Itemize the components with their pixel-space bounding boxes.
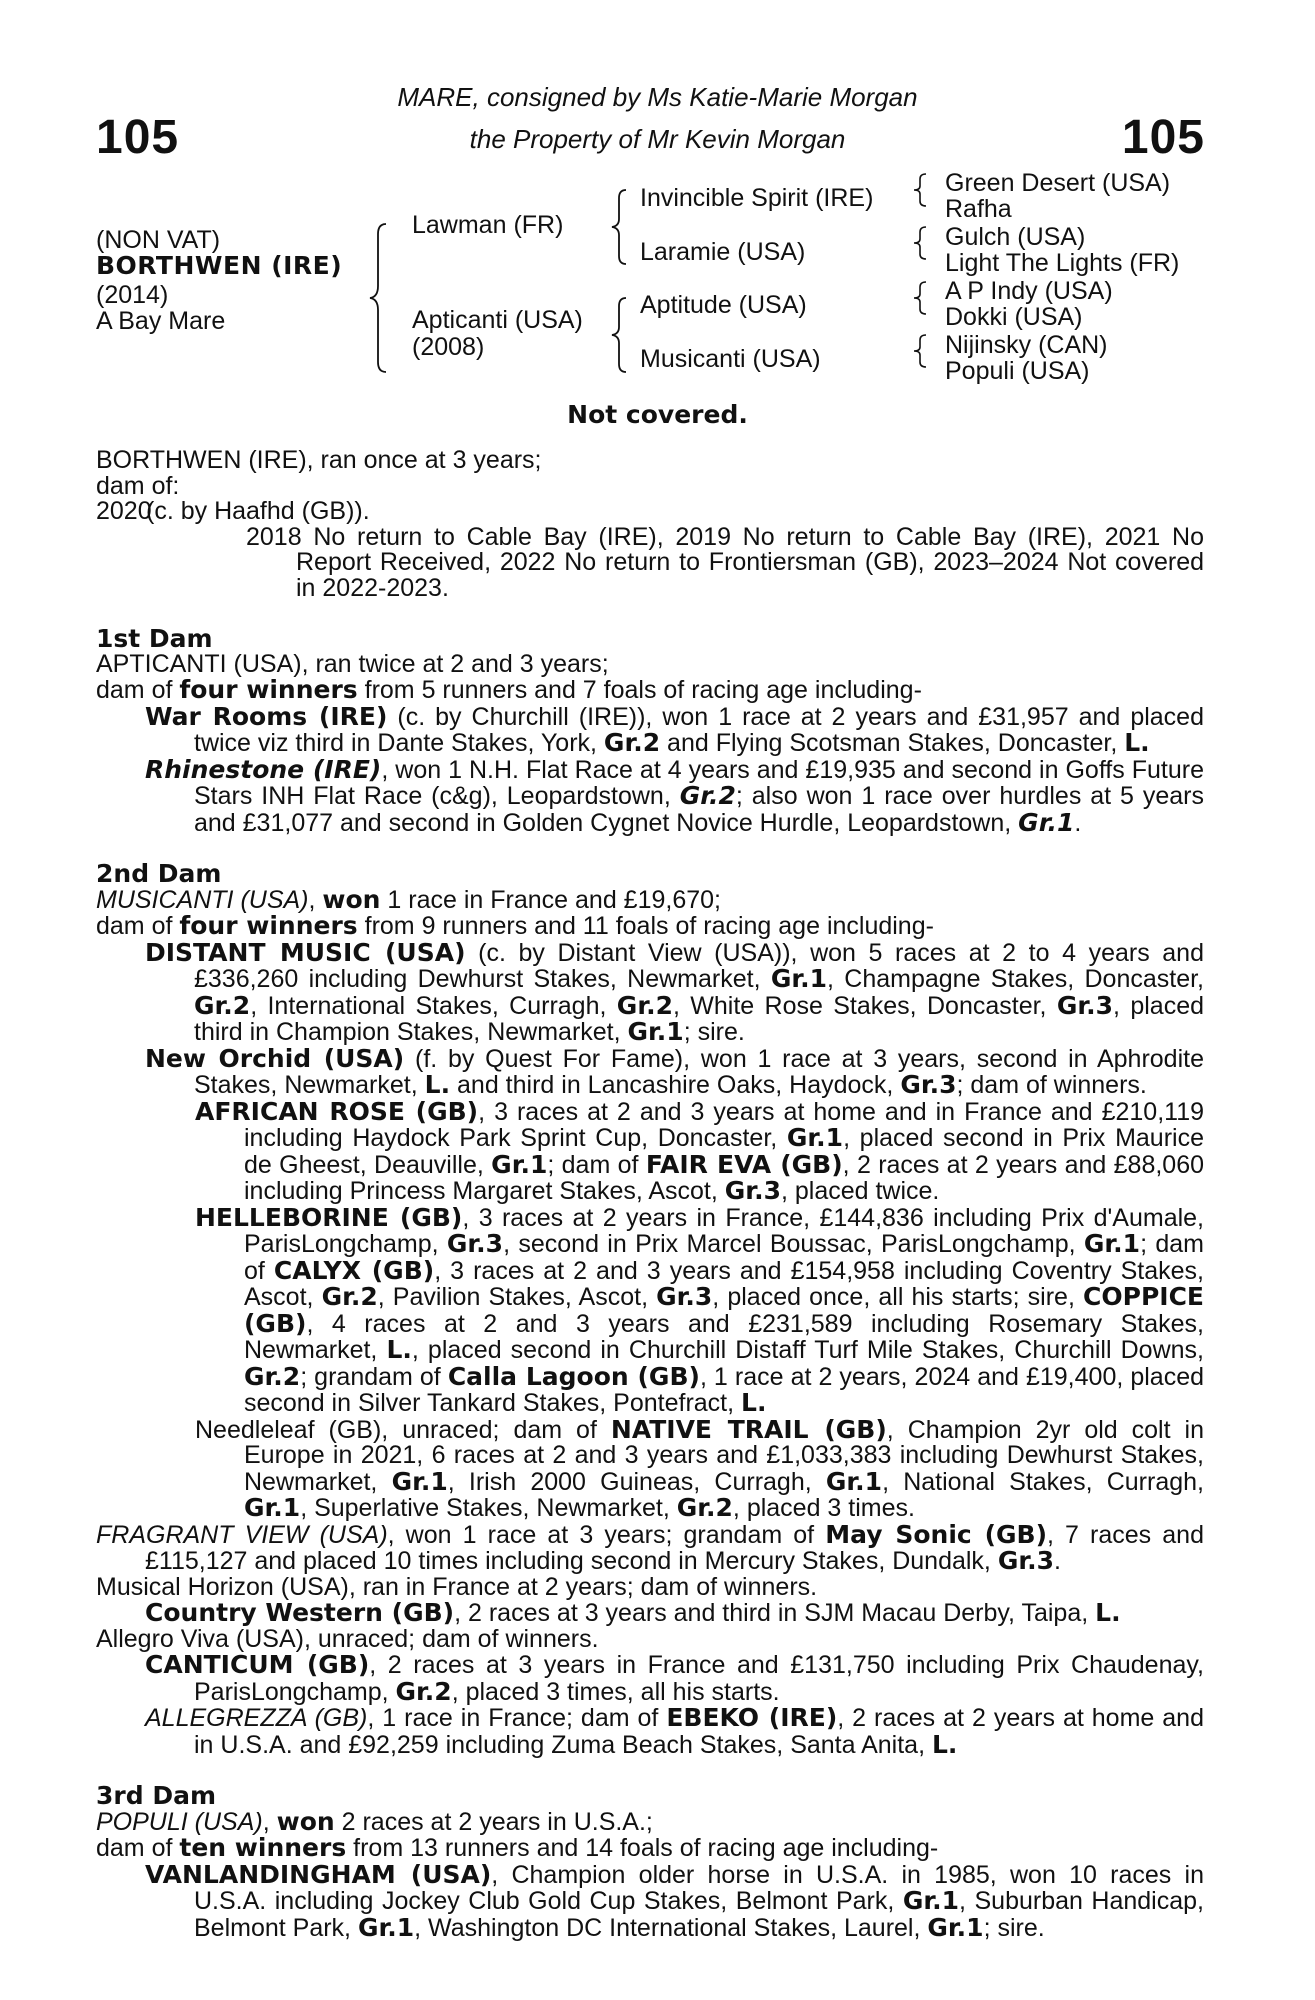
third-dam-intro: POPULI (USA), won 2 races at 2 years in U.S.A.; bbox=[96, 1806, 653, 1836]
rhinestone-name: Rhinestone (IRE) bbox=[145, 754, 382, 784]
third-dam-produce: dam of ten winners from 13 runners and 14 foals of racing age including- bbox=[96, 1833, 939, 1862]
pedigree-sire: Lawman (FR) bbox=[412, 211, 564, 239]
pedigree-dam: Apticanti (USA) bbox=[412, 306, 583, 334]
pedigree-brace-2a bbox=[610, 188, 632, 266]
war-rooms-entry: War Rooms (IRE) (c. by Churchill (IRE)), won 1 race at 2 years and £31,957 and placed twice viz third in Dante Stakes, York, Gr.2 and Flying Scotsman Stakes, Doncaster, L. bbox=[145, 701, 1204, 757]
pedigree-sdd: Light The Lights (FR) bbox=[945, 249, 1180, 277]
horse-year: (2014) bbox=[96, 281, 169, 309]
pedigree-dss: A P Indy (USA) bbox=[945, 277, 1113, 305]
canticum-entry: CANTICUM (GB), 2 races at 3 years in France and £131,750 including Prix Chaudenay, ParisLongchamp, Gr.2, placed 3 times, all his starts. bbox=[145, 1650, 1204, 1706]
allegro-viva-entry: Allegro Viva (USA), unraced; dam of winners. bbox=[96, 1624, 599, 1653]
pedigree-sss: Green Desert (USA) bbox=[945, 169, 1171, 197]
lot-number-right: 105 bbox=[1121, 111, 1205, 164]
pedigree-brace-3b bbox=[912, 225, 932, 261]
new-orchid-entry: New Orchid (USA) (f. by Quest For Fame), won 1 race at 3 years, second in Aphrodite Stakes, Newmarket, L. and third in Lancashire Oaks, Haydock, Gr.3; dam of winners. bbox=[145, 1043, 1204, 1099]
allegrezza-entry: ALLEGREZZA (GB), 1 race in France; dam of EBEKO (IRE), 2 races at 2 years at home and in U.S.A. and £92,259 including Zuma Beach Stakes, Santa Anita, L. bbox=[145, 1703, 1204, 1759]
vat-status: (NON VAT) bbox=[96, 226, 221, 254]
vanlandingham-entry: VANLANDINGHAM (USA), Champion older horse in U.S.A. in 1985, won 10 races in U.S.A. including Jockey Club Gold Cup Stakes, Belmont Park, Gr.1, Suburban Handicap, Belmont Park, Gr.1, Washington DC International Stakes, Laurel, Gr.1; sire. bbox=[145, 1859, 1204, 1942]
musical-horizon-entry: Musical Horizon (USA), ran in France at 2 years; dam of winners. bbox=[96, 1572, 818, 1601]
fragrant-view-entry: FRAGRANT VIEW (USA), won 1 race at 3 years; grandam of May Sonic (GB), 7 races and £115,127 and placed 10 times including second in Mercury Stakes, Dundalk, Gr.3. bbox=[96, 1519, 1204, 1575]
covering-status: Not covered. bbox=[567, 400, 748, 429]
pedigree-dsd: Dokki (USA) bbox=[945, 303, 1083, 331]
first-dam-intro: APTICANTI (USA), ran twice at 2 and 3 years; bbox=[96, 649, 609, 678]
produce-year: 2020 bbox=[96, 497, 152, 525]
pedigree-dam-year: (2008) bbox=[412, 333, 485, 361]
second-dam-heading: 2nd Dam bbox=[96, 859, 222, 888]
rhinestone-entry: Rhinestone (IRE), won 1 N.H. Flat Race at 4 years and £19,935 and second in Goffs Future Stars INH Flat Race (c&g), Leopardstown, Gr.2; also won 1 race over hurdles at 5 years and £31,077 and second in Golden Cygnet Novice Hurdle, Leopardstown, Gr.1. bbox=[145, 754, 1205, 837]
needleleaf-entry: Needleleaf (GB), unraced; dam of NATIVE TRAIL (GB), Champion 2yr old colt in Europe in 2021, 6 races at 2 and 3 years and £1,033,383 including Dewhurst Stakes, Newmarket, Gr.1, Irish 2000 Guineas, Curragh, Gr.1, National Stakes, Curragh, Gr.1, Superlative Stakes, Newmarket, Gr.2, placed 3 times. bbox=[195, 1414, 1204, 1522]
second-dam-produce: dam of four winners from 9 runners and 11 foals of racing age including- bbox=[96, 911, 934, 940]
helleborine-entry: HELLEBORINE (GB), 3 races at 2 years in France, £144,836 including Prix d'Aumale, ParisLongchamp, Gr.3, second in Prix Marcel Boussac, ParisLongchamp, Gr.1; dam of CALYX (GB), 3 races at 2 and 3 years and £154,958 including Coventry Stakes, Ascot, Gr.2, Pavilion Stakes, Ascot, Gr.3, placed once, all his starts; sire, COPPICE (GB), 4 races at 2 and 3 years and £231,589 including Rosemary Stakes, Newmarket, L., placed second in Churchill Distaff Turf Mile Stakes, Churchill Downs, Gr.2; grandam of Calla Lagoon (GB), 1 race at 2 years, 2024 and £19,400, placed second in Silver Tankard Stakes, Pontefract, L. bbox=[195, 1202, 1205, 1417]
pedigree-ddd: Populi (USA) bbox=[945, 357, 1090, 385]
first-dam-heading: 1st Dam bbox=[96, 624, 213, 653]
catalogue-body bbox=[96, 448, 1204, 1941]
pedigree-dds: Nijinsky (CAN) bbox=[945, 331, 1108, 359]
african-rose-entry: AFRICAN ROSE (GB), 3 races at 2 and 3 years at home and in France and £210,119 including Haydock Park Sprint Cup, Doncaster, Gr.1, placed second in Prix Maurice de Gheest, Deauville, Gr.1; dam of FAIR EVA (GB), 2 races at 2 years and £88,060 including Princess Margaret Stakes, Ascot, Gr.3, placed twice. bbox=[195, 1096, 1205, 1205]
pedigree-brace-3a bbox=[912, 172, 932, 208]
pedigree-brace-2b bbox=[610, 296, 632, 374]
distant-music-entry: DISTANT MUSIC (USA) (c. by Distant View (USA)), won 5 races at 2 to 4 years and £336,260 including Dewhurst Stakes, Newmarket, Gr.1, Champagne Stakes, Doncaster, Gr.2, International Stakes, Curragh, Gr.2, White Rose Stakes, Doncaster, Gr.3, placed third in Champion Stakes, Newmarket, Gr.1; sire. bbox=[145, 937, 1205, 1046]
record-line-2: dam of: bbox=[96, 471, 180, 500]
pedigree-brace-3c bbox=[912, 280, 932, 316]
pedigree-sire-dam: Laramie (USA) bbox=[640, 238, 806, 266]
pedigree-ssd: Rafha bbox=[945, 195, 1012, 223]
pedigree-dam-dam: Musicanti (USA) bbox=[640, 345, 821, 373]
pedigree-dam-sire: Aptitude (USA) bbox=[640, 291, 807, 319]
second-dam-intro: MUSICANTI (USA), won 1 race in France and £19,670; bbox=[96, 884, 721, 914]
pedigree-sire-sire: Invincible Spirit (IRE) bbox=[640, 184, 874, 212]
covering-history: 2018 No return to Cable Bay (IRE), 2019 No return to Cable Bay (IRE), 2021 No Report Received, 2022 No return to Frontiersman (GB), 2023–2024 Not covered in 2022-2023. bbox=[246, 522, 1204, 602]
horse-name: BORTHWEN (IRE) bbox=[96, 251, 343, 280]
produce-entry: 2020(c. by Haafhd (GB)). bbox=[96, 497, 370, 525]
first-dam-produce: dam of four winners from 5 runners and 7 foals of racing age including- bbox=[96, 675, 922, 704]
consignor-line: MARE, consigned by Ms Katie-Marie Morgan bbox=[397, 82, 918, 112]
country-western-entry: Country Western (GB), 2 races at 3 years and third in SJM Macau Derby, Taipa, L. bbox=[145, 1598, 1121, 1627]
horse-description: A Bay Mare bbox=[96, 307, 226, 335]
war-rooms-name: War Rooms (IRE) bbox=[145, 701, 388, 731]
pedigree-brace-1 bbox=[368, 222, 392, 374]
third-dam-heading: 3rd Dam bbox=[96, 1781, 216, 1810]
pedigree-brace-3d bbox=[912, 333, 932, 369]
pedigree-sds: Gulch (USA) bbox=[945, 223, 1086, 251]
record-line-1: BORTHWEN (IRE), ran once at 3 years; bbox=[96, 446, 542, 474]
lot-number-left: 105 bbox=[96, 111, 180, 164]
property-line: the Property of Mr Kevin Morgan bbox=[469, 124, 846, 154]
